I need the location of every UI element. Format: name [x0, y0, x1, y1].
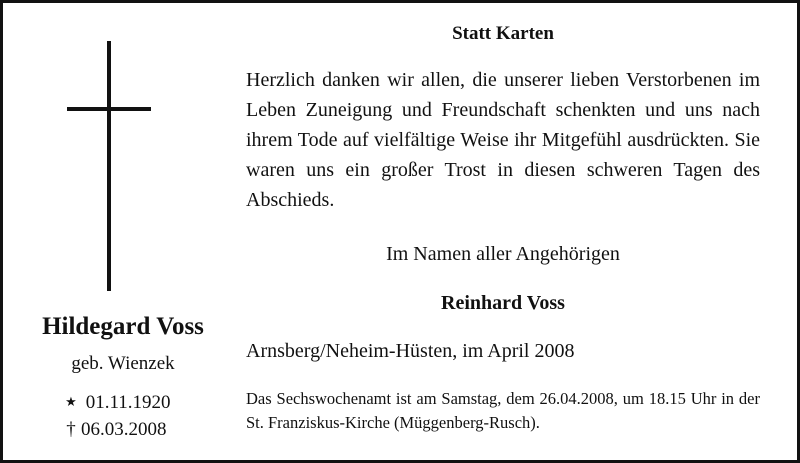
notice-heading: Statt Karten	[452, 23, 554, 44]
maiden-name: geb. Wienzek	[71, 353, 175, 374]
thanks-paragraph: Herzlich danken wir allen, die unserer lieben Verstorbenen im Leben Zuneigung und Freundschaft schenkten und uns nach ihrem Tode auf vielfältige Weise ihr Mitgefühl ausdrückten. Sie waren uns ein großer Trost in diesen schweren Tagen des Abschieds.	[246, 69, 760, 211]
birth-row	[61, 388, 221, 416]
deceased-name: Hildegard Voss	[42, 313, 204, 340]
cross-horizontal-bar	[67, 107, 151, 111]
death-dagger-icon: †	[66, 419, 76, 440]
family-line: Im Namen aller Angehörigen	[386, 243, 620, 265]
birth-star-icon: ★	[65, 394, 77, 409]
place-date: Arnsberg/Neheim-Hüsten, im April 2008	[246, 340, 575, 362]
service-notice: Das Sechswochenamt ist am Samstag, dem 26.04.2008, um 18.15 Uhr in der St. Franziskus-Kirche (Müggenberg-Rusch).	[246, 389, 760, 432]
cross-icon	[67, 41, 151, 291]
life-dates	[61, 388, 221, 443]
signer-name: Reinhard Voss	[441, 292, 565, 314]
birth-date: 01.11.1920	[85, 392, 171, 413]
death-date: 06.03.2008	[81, 419, 167, 440]
death-row	[61, 416, 221, 443]
cross-vertical-bar	[107, 41, 111, 291]
